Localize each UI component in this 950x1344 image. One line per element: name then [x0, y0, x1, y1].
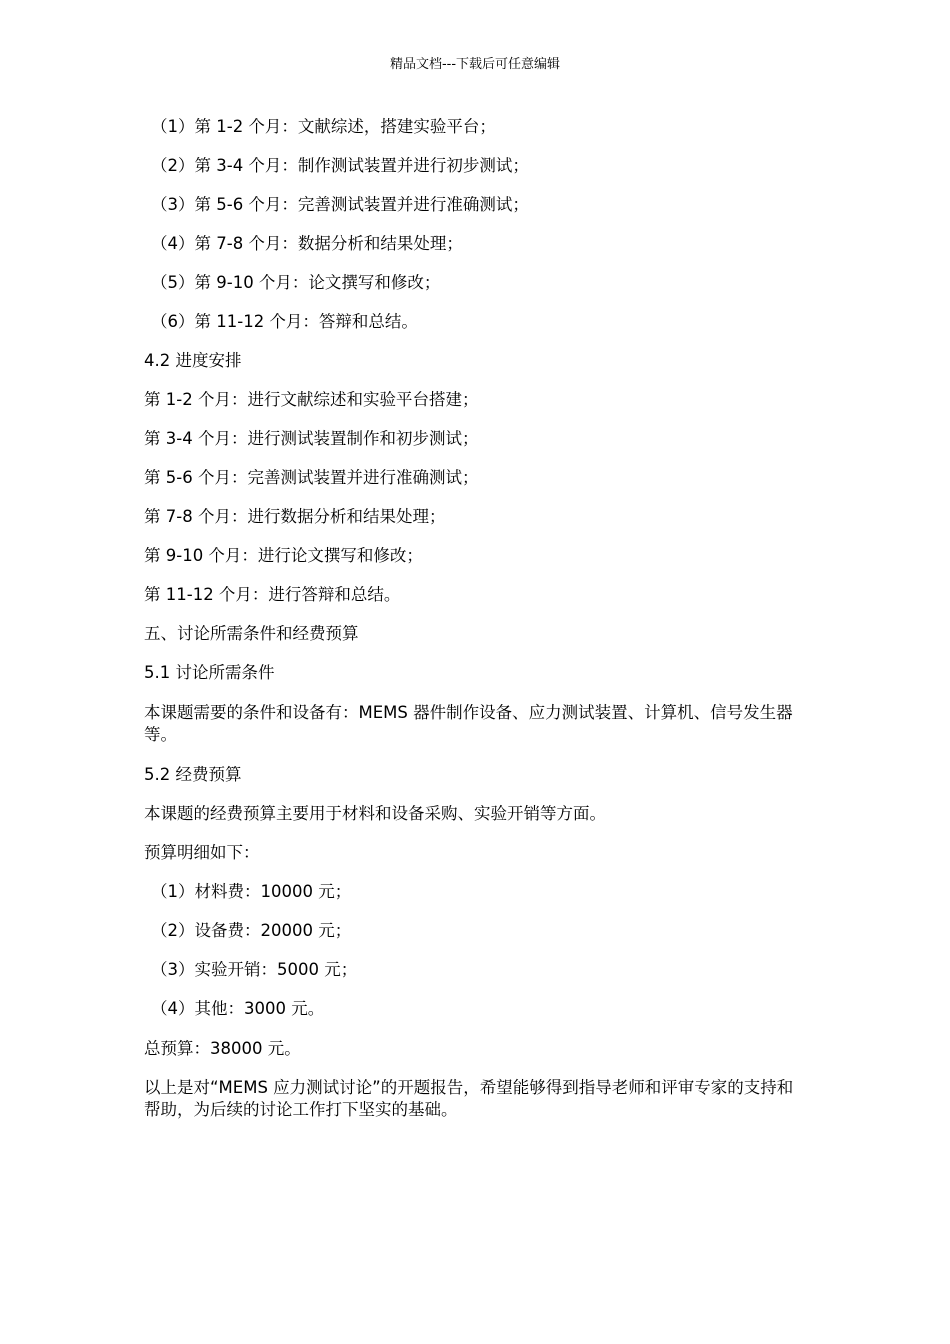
- schedule-item-4: （4）第 7-8 个月：数据分析和结果处理；: [151, 234, 463, 253]
- section-heading-4-2: 4.2 进度安排: [144, 351, 242, 370]
- budget-total: 总预算：38000 元。: [144, 1039, 301, 1058]
- section-heading-5-1: 5.1 讨论所需条件: [144, 663, 275, 682]
- progress-item-3: 第 5-6 个月：完善测试装置并进行准确测试；: [144, 468, 479, 487]
- conditions-paragraph: 本课题需要的条件和设备有：MEMS 器件制作设备、应力测试装置、计算机、信号发生器等。: [144, 703, 793, 744]
- closing-paragraph: 以上是对“MEMS 应力测试讨论”的开题报告，希望能够得到指导老师和评审专家的支持和帮助，为后续的讨论工作打下坚实的基础。: [144, 1078, 794, 1119]
- schedule-item-1: （1）第 1-2 个月：文献综述，搭建实验平台；: [151, 117, 496, 136]
- budget-item-2: （2）设备费：20000 元；: [151, 921, 352, 940]
- progress-item-5: 第 9-10 个月：进行论文撰写和修改；: [144, 546, 423, 565]
- budget-item-3: （3）实验开销：5000 元；: [151, 960, 358, 979]
- schedule-item-6: （6）第 11-12 个月：答辩和总结。: [151, 312, 418, 331]
- budget-detail-label: 预算明细如下：: [144, 843, 260, 862]
- progress-item-6: 第 11-12 个月：进行答辩和总结。: [144, 585, 401, 604]
- section-heading-5-2: 5.2 经费预算: [144, 765, 242, 784]
- budget-item-1: （1）材料费：10000 元；: [151, 882, 352, 901]
- progress-item-4: 第 7-8 个月：进行数据分析和结果处理；: [144, 507, 446, 526]
- schedule-item-5: （5）第 9-10 个月：论文撰写和修改；: [151, 273, 441, 292]
- budget-item-4: （4）其他：3000 元。: [151, 999, 325, 1018]
- page-header: 精品文档---下载后可任意编辑: [389, 57, 561, 72]
- section-heading-5: 五、讨论所需条件和经费预算: [144, 624, 359, 643]
- schedule-item-3: （3）第 5-6 个月：完善测试装置并进行准确测试；: [151, 195, 529, 214]
- progress-item-1: 第 1-2 个月：进行文献综述和实验平台搭建；: [144, 390, 479, 409]
- schedule-item-2: （2）第 3-4 个月：制作测试装置并进行初步测试；: [151, 156, 529, 175]
- budget-intro: 本课题的经费预算主要用于材料和设备采购、实验开销等方面。: [144, 804, 606, 823]
- progress-item-2: 第 3-4 个月：进行测试装置制作和初步测试；: [144, 429, 479, 448]
